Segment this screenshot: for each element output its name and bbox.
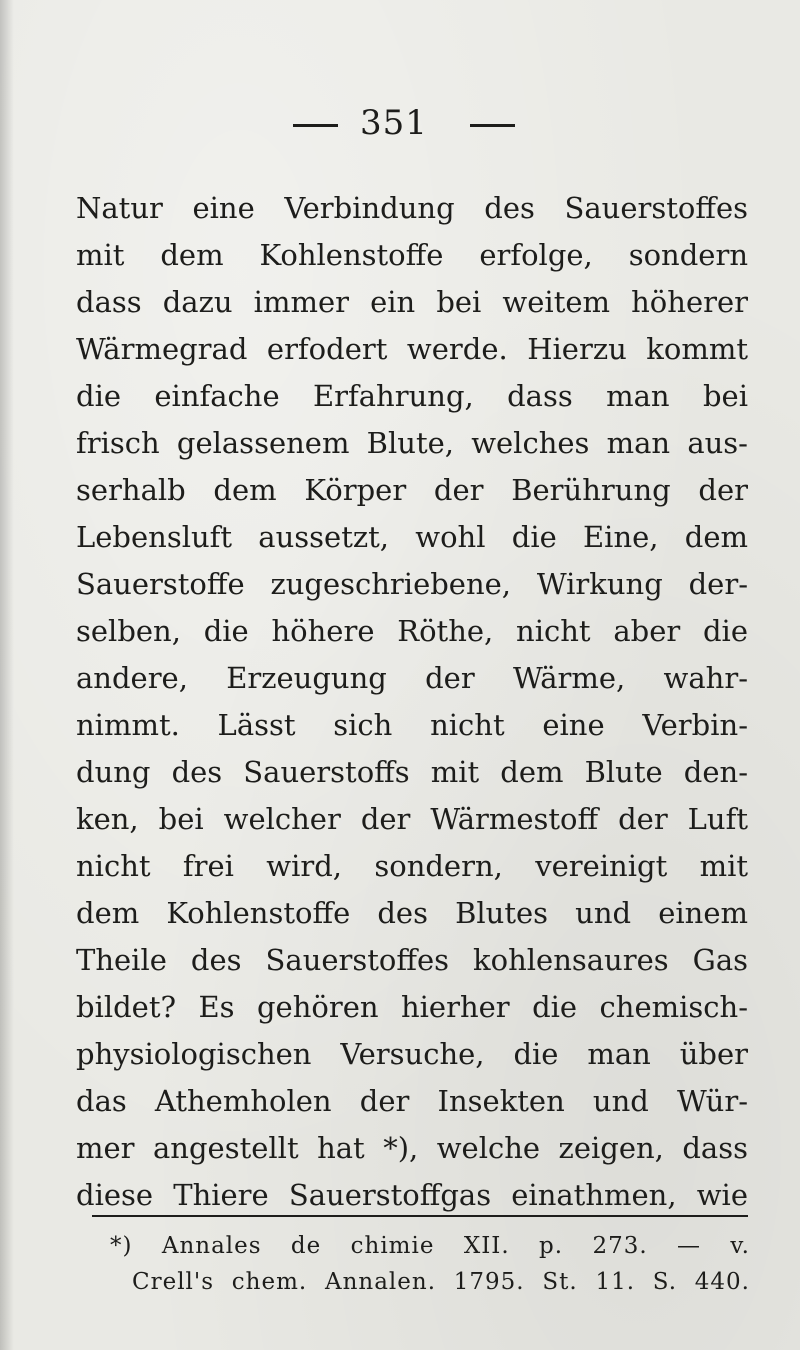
header-dash-left (293, 124, 338, 127)
text-line: Theile des Sauerstoffes kohlensaures Gas (76, 943, 748, 977)
body-text (76, 185, 748, 1219)
binding-shadow (0, 0, 14, 1350)
text-line: Natur eine Verbindung des Sauerstoffes (76, 191, 748, 225)
footnotes (110, 1228, 750, 1300)
text-line: nimmt. Lässt sich nicht eine Verbin- (76, 708, 748, 742)
text-line: dass dazu immer ein bei weitem höherer (76, 285, 748, 319)
text-line: andere, Erzeugung der Wärme, wahr- (76, 661, 748, 695)
text-line: mer angestellt hat *), welche zeigen, dass (76, 1131, 748, 1165)
text-line: Lebensluft aussetzt, wohl die Eine, dem (76, 520, 748, 554)
text-line: diese Thiere Sauerstoffgas einathmen, wie (76, 1178, 748, 1212)
text-line: physiologischen Versuche, die man über (76, 1037, 748, 1071)
text-line: ken, bei welcher der Wärmestoff der Luft (76, 802, 748, 836)
text-line: das Athemholen der Insekten und Wür- (76, 1084, 748, 1118)
footnote-rule (92, 1215, 748, 1217)
text-line: bildet? Es gehören hierher die chemisch- (76, 990, 748, 1024)
text-line: nicht frei wird, sondern, vereinigt mit (76, 849, 748, 883)
text-line: Sauerstoffe zugeschriebene, Wirkung der- (76, 567, 748, 601)
text-line: serhalb dem Körper der Berührung der (76, 473, 748, 507)
header-dash-right (470, 124, 515, 127)
footnote-line: *) Annales de chimie XII. p. 273. — v. (110, 1233, 750, 1259)
page-number: 351 (360, 103, 428, 143)
text-line: dem Kohlenstoffe des Blutes und einem (76, 896, 748, 930)
text-line: frisch gelassenem Blute, welches man aus- (76, 426, 748, 460)
text-line: mit dem Kohlenstoffe erfolge, sondern (76, 238, 748, 272)
text-line: dung des Sauerstoffs mit dem Blute den- (76, 755, 748, 789)
text-line: selben, die höhere Röthe, nicht aber die (76, 614, 748, 648)
text-line: die einfache Erfahrung, dass man bei (76, 379, 748, 413)
page-header (0, 98, 800, 148)
text-line: Wärmegrad erfodert werde. Hierzu kommt (76, 332, 748, 366)
footnote-line: Crell's chem. Annalen. 1795. St. 11. S. 440. (132, 1269, 750, 1295)
